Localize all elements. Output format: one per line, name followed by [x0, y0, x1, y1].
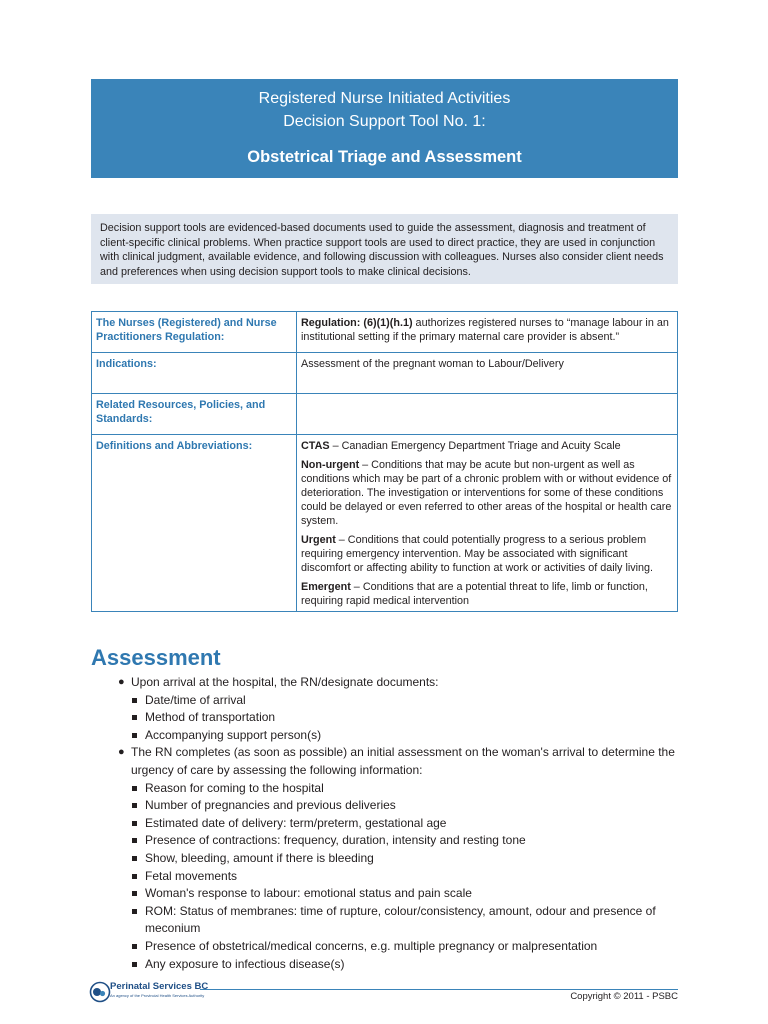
- sub-item-text: Show, bleeding, amount if there is bleeding: [145, 850, 374, 865]
- row-label: Definitions and Abbreviations:: [92, 435, 297, 612]
- sub-item-text: Woman's response to labour: emotional status and pain scale: [145, 886, 472, 901]
- sub-list-item: [131, 956, 691, 974]
- sub-list-item: [131, 727, 691, 745]
- bullet-icon: ●: [118, 676, 125, 688]
- sub-list-item: [131, 885, 691, 903]
- definition-item: [301, 533, 673, 575]
- list-item-text: Upon arrival at the hospital, the RN/designate documents:: [131, 675, 439, 689]
- square-bullet-icon: [132, 715, 137, 720]
- sub-item-text: Fetal movements: [145, 868, 238, 883]
- row-value: Assessment of the pregnant woman to Labour/Delivery: [297, 353, 678, 394]
- list-item: [91, 674, 691, 744]
- definition-text: – Conditions that could potentially progress to a serious problem requiring emergency intervention. May be associated with significant discomfort or affecting ability to function at work or activities of daily living.: [301, 534, 654, 574]
- bullet-icon: ●: [118, 746, 125, 759]
- row-value: [297, 394, 678, 435]
- intro-box: Decision support tools are evidenced-based documents used to guide the assessment, diagnosis and treatment of client-specific clinical problems. When practice support tools are used to direct practice, they are used in conjunction with clinical judgment, available evidence, and following discussion with colleagues. Nurses also consider client needs and preferences when using decision support tools to make clinical decisions.: [91, 214, 678, 284]
- sub-list-item: [131, 709, 691, 727]
- definition-term: CTAS: [301, 440, 330, 452]
- definition-text: – Conditions that may be acute but non-urgent as well as conditions which may be part of a chronic problem with or without evidence of deterioration. The investigation or interventions for some of these conditions could be delayed or even referred to other areas of the hospital or health care system.: [301, 459, 672, 527]
- table-row: [92, 435, 678, 612]
- sub-list-item: [131, 938, 691, 956]
- square-bullet-icon: [132, 698, 137, 703]
- square-bullet-icon: [132, 803, 137, 808]
- definition-term: Urgent: [301, 534, 336, 546]
- table-row: [92, 312, 678, 353]
- square-bullet-icon: [132, 891, 137, 896]
- row-label: The Nurses (Registered) and Nurse Practitioners Regulation:: [92, 312, 297, 353]
- sub-item-text: Method of transportation: [145, 710, 276, 725]
- definition-item: [301, 458, 673, 528]
- table-row: [92, 394, 678, 435]
- sub-list-item: [131, 868, 691, 886]
- sub-item-text: Estimated date of delivery: term/preterm, gestational age: [145, 815, 447, 830]
- definitions-table: [91, 311, 678, 612]
- square-bullet-icon: [132, 786, 137, 791]
- sub-item-text: Number of pregnancies and previous deliveries: [145, 798, 396, 813]
- square-bullet-icon: [132, 874, 137, 879]
- row-label: Related Resources, Policies, and Standards:: [92, 394, 297, 435]
- table-row: [92, 353, 678, 394]
- regulation-ref: Regulation: (6)(1)(h.1): [301, 317, 413, 329]
- sub-list-item: [131, 692, 691, 710]
- banner-line-1: Registered Nurse Initiated Activities: [258, 90, 511, 107]
- definition-text: – Canadian Emergency Department Triage and Acuity Scale: [329, 440, 621, 452]
- definition-item: [301, 439, 673, 453]
- page-title: Obstetrical Triage and Assessment: [247, 148, 522, 166]
- copyright: Copyright © 2011 - PSBC: [570, 991, 678, 1002]
- definitions-cell: [297, 435, 678, 612]
- definition-term: Emergent: [301, 581, 351, 593]
- sub-item-text: Presence of contractions: frequency, duration, intensity and resting tone: [145, 833, 526, 848]
- sub-item-text: Any exposure to infectious disease(s): [145, 956, 345, 971]
- square-bullet-icon: [132, 962, 137, 967]
- footer-divider: [200, 989, 678, 990]
- assessment-heading: Assessment: [91, 645, 221, 670]
- square-bullet-icon: [132, 909, 137, 914]
- title-banner: [91, 79, 678, 178]
- list-item-text: The RN completes (as soon as possible) an initial assessment on the woman's arrival to determine the urgency of care by assessing the following information:: [131, 745, 675, 777]
- row-value: [297, 312, 678, 353]
- definition-term: Non-urgent: [301, 459, 360, 471]
- sub-list-item: [131, 780, 691, 798]
- sub-item-text: Accompanying support person(s): [145, 727, 322, 742]
- definition-item: [301, 580, 673, 608]
- sub-item-text: ROM: Status of membranes: time of rupture, colour/consistency, amount, odour and presence of meconium: [145, 903, 656, 936]
- sub-list-item: [131, 832, 691, 850]
- square-bullet-icon: [132, 821, 137, 826]
- definition-text: – Conditions that are a potential threat to life, limb or function, requiring rapid medical intervention: [301, 581, 648, 607]
- sub-list-item: [131, 903, 691, 938]
- assessment-list: [91, 674, 691, 973]
- row-label: Indications:: [92, 353, 297, 394]
- perinatal-services-logo-icon: [89, 981, 111, 1003]
- logo-name: Perinatal Services BC: [110, 981, 209, 992]
- sub-list-item: [131, 850, 691, 868]
- square-bullet-icon: [132, 856, 137, 861]
- sub-item-text: Date/time of arrival: [145, 692, 246, 707]
- square-bullet-icon: [132, 838, 137, 843]
- regulation-text: authorizes registered nurses to “manage labour in an institutional setting if the primary maternal care provider is absent.”: [301, 317, 669, 343]
- square-bullet-icon: [132, 944, 137, 949]
- banner-line-2: Decision Support Tool No. 1:: [283, 113, 486, 130]
- sub-item-text: Reason for coming to the hospital: [145, 780, 324, 795]
- logo-tagline: An agency of the Provincial Health Services Authority: [110, 993, 205, 998]
- sub-list-item: [131, 797, 691, 815]
- list-item: [91, 744, 691, 973]
- sub-item-text: Presence of obstetrical/medical concerns, e.g. multiple pregnancy or malpresentation: [145, 938, 598, 953]
- sub-list-item: [131, 815, 691, 833]
- square-bullet-icon: [132, 733, 137, 738]
